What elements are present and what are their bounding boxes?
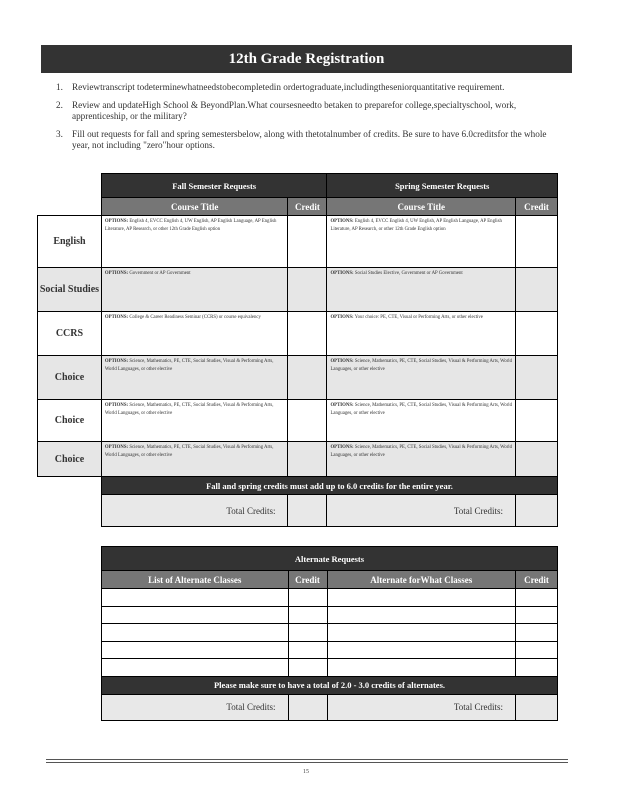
options-prefix: OPTIONS: <box>104 315 129 320</box>
spring-credit-cell[interactable] <box>516 216 558 268</box>
alternate-for-class-cell[interactable] <box>327 641 516 659</box>
fall-course-cell[interactable] <box>101 400 288 442</box>
fall-credit-header: Credit <box>288 198 327 216</box>
spring-options-text: English 4, EVCC English 4, UW English, AP English Language, AP English Literature, AP Research, or other 12th Grade English option <box>330 219 502 232</box>
alternate-class-cell[interactable] <box>102 641 289 659</box>
table-row <box>38 268 558 312</box>
spring-course-cell[interactable] <box>327 216 516 268</box>
spring-credit-cell[interactable] <box>516 442 558 477</box>
alternate-total-credits-label: Total Credits: <box>102 694 289 720</box>
spring-credit-cell[interactable] <box>516 400 558 442</box>
fall-course-cell[interactable] <box>101 216 288 268</box>
table-row <box>102 624 558 642</box>
instruction-text: Reviewtranscript todeterminewhatneedstobecompletedin ordertograduate,includingtheseniorquantitative requirement. <box>72 82 505 92</box>
fall-total-credits-label: Total Credits: <box>101 495 288 527</box>
semester-requests-table <box>37 173 558 527</box>
fall-credit-cell[interactable] <box>288 400 327 442</box>
page-number: 15 <box>303 769 309 775</box>
alternate-for-class-cell[interactable] <box>327 589 516 607</box>
fall-course-cell[interactable] <box>101 268 288 312</box>
alternate-for-credit-cell[interactable] <box>516 624 558 642</box>
subject-label: Choice <box>38 356 102 400</box>
subject-label: Choice <box>38 442 102 477</box>
fall-credit-cell[interactable] <box>288 312 327 356</box>
instruction-number: 1. <box>56 82 63 92</box>
alternate-credit-cell[interactable] <box>288 624 327 642</box>
alternate-for-credit-cell[interactable] <box>516 606 558 624</box>
fall-options-text: Science, Mathematics, PE, CTE, Social Studies, Visual & Performing Arts, World Languages, or other elective <box>104 359 274 372</box>
table-row <box>102 589 558 607</box>
fall-course-title-header: Course Title <box>101 198 288 216</box>
alternate-requests-header: Alternate Requests <box>102 547 558 571</box>
options-prefix: OPTIONS: <box>330 219 354 224</box>
spring-course-cell[interactable] <box>327 400 516 442</box>
options-prefix: OPTIONS: <box>104 271 129 276</box>
spring-options-text: Social Studies Elective, Government or AP Government <box>354 271 463 276</box>
subject-label: English <box>38 216 102 268</box>
options-prefix: OPTIONS: <box>330 403 354 408</box>
fall-options-text: Science, Mathematics, PE, CTE, Social Studies, Visual & Performing Arts, World Languages, or other elective <box>104 445 274 458</box>
instruction-number: 3. <box>56 129 63 139</box>
spring-credit-cell[interactable] <box>516 356 558 400</box>
alternates-note: Please make sure to have a total of 2.0 - 3.0 credits of alternates. <box>102 676 558 694</box>
credits-note: Fall and spring credits must add up to 6.0 credits for the entire year. <box>101 477 557 495</box>
alternate-class-cell[interactable] <box>102 606 289 624</box>
alternate-for-class-cell[interactable] <box>327 659 516 677</box>
spring-course-cell[interactable] <box>327 356 516 400</box>
alternate-for-credit-header: Credit <box>516 571 558 589</box>
table-row <box>38 216 558 268</box>
alternate-credit-cell[interactable] <box>288 659 327 677</box>
alternate-for-class-cell[interactable] <box>327 606 516 624</box>
instruction-item <box>56 100 556 122</box>
spring-course-cell[interactable] <box>327 442 516 477</box>
spring-total-credits-label: Total Credits: <box>327 495 516 527</box>
alternate-class-cell[interactable] <box>102 589 289 607</box>
table-row <box>38 400 558 442</box>
fall-credit-cell[interactable] <box>288 356 327 400</box>
spring-credit-cell[interactable] <box>516 312 558 356</box>
footer-rule-top <box>46 759 568 760</box>
spring-course-cell[interactable] <box>327 312 516 356</box>
spring-credit-cell[interactable] <box>516 268 558 312</box>
table-row <box>38 442 558 477</box>
alternate-class-cell[interactable] <box>102 624 289 642</box>
alternate-for-credit-cell[interactable] <box>516 641 558 659</box>
alternate-class-cell[interactable] <box>102 659 289 677</box>
options-prefix: OPTIONS: <box>330 315 354 320</box>
alternate-credit-cell[interactable] <box>288 606 327 624</box>
spring-credit-header: Credit <box>516 198 558 216</box>
alternate-for-credit-cell[interactable] <box>516 659 558 677</box>
fall-total-credits-field[interactable] <box>288 495 327 527</box>
table-row <box>38 356 558 400</box>
page-title: 12th Grade Registration <box>41 45 572 73</box>
alternate-credit-header: Credit <box>288 571 327 589</box>
fall-course-cell[interactable] <box>101 312 288 356</box>
alternate-for-class-cell[interactable] <box>327 624 516 642</box>
instruction-item <box>56 82 556 93</box>
fall-semester-header: Fall Semester Requests <box>101 174 327 198</box>
fall-options-text: Government or AP Government <box>129 271 191 276</box>
instruction-text: Fill out requests for fall and spring semestersbelow, along with thetotalnumber of credits. Be sure to have 6.0creditsfor the whole year, not including "zero"hour options. <box>72 129 547 150</box>
table-row <box>38 312 558 356</box>
spring-options-text: Science, Mathematics, PE, CTE, Social Studies, Visual & Performing Arts, World Languages, or other elective <box>330 403 513 416</box>
instruction-text: Review and updateHigh School & BeyondPlan.What coursesneedto betaken to preparefor college,specialtyschool, work, apprenticeship, or the military? <box>72 100 517 121</box>
options-prefix: OPTIONS: <box>330 271 354 276</box>
spring-options-text: Science, Mathematics, PE, CTE, Social Studies, Visual & Performing Arts, World Languages, or other elective <box>330 445 513 458</box>
alternate-credit-cell[interactable] <box>288 589 327 607</box>
options-prefix: OPTIONS: <box>104 445 129 450</box>
instructions-list <box>56 82 556 158</box>
options-prefix: OPTIONS: <box>104 359 129 364</box>
options-prefix: OPTIONS: <box>330 445 354 450</box>
options-prefix: OPTIONS: <box>330 359 354 364</box>
alternate-list-header: List of Alternate Classes <box>102 571 289 589</box>
alternate-for-what-header: Alternate forWhat Classes <box>327 571 516 589</box>
fall-options-text: English 4, EVCC English 4, UW English, AP English Language, AP English Literature, AP Research, or other 12th Grade English option <box>104 219 277 232</box>
fall-credit-cell[interactable] <box>288 268 327 312</box>
subject-label: Social Studies <box>38 268 102 312</box>
alternate-total-credits-field[interactable] <box>288 694 327 720</box>
options-prefix: OPTIONS: <box>104 219 129 224</box>
footer-rule-bottom <box>46 762 568 763</box>
fall-credit-cell[interactable] <box>288 442 327 477</box>
table-row <box>102 606 558 624</box>
fall-course-cell[interactable] <box>101 442 288 477</box>
instruction-item <box>56 129 556 151</box>
table-row <box>102 641 558 659</box>
alternate-for-total-credits-field[interactable] <box>516 694 558 720</box>
subject-label: CCRS <box>38 312 102 356</box>
alternate-for-total-credits-label: Total Credits: <box>327 694 516 720</box>
alternate-requests-table <box>101 546 558 721</box>
alternate-credit-cell[interactable] <box>288 641 327 659</box>
fall-credit-cell[interactable] <box>288 216 327 268</box>
spring-total-credits-field[interactable] <box>516 495 558 527</box>
spring-semester-header: Spring Semester Requests <box>327 174 558 198</box>
spring-options-text: Your choice: PE, CTE, Visual or Performing Arts, or other elective <box>354 315 483 320</box>
options-prefix: OPTIONS: <box>104 403 129 408</box>
fall-options-text: College & Career Readiness Seminar (CCRS) or course equivalency <box>129 315 261 320</box>
fall-options-text: Science, Mathematics, PE, CTE, Social Studies, Visual & Performing Arts, World Languages, or other elective <box>104 403 274 416</box>
spring-course-title-header: Course Title <box>327 198 516 216</box>
spring-options-text: Science, Mathematics, PE, CTE, Social Studies, Visual & Performing Arts, World Languages, or other elective <box>330 359 513 372</box>
alternate-for-credit-cell[interactable] <box>516 589 558 607</box>
instruction-number: 2. <box>56 100 63 110</box>
fall-course-cell[interactable] <box>101 356 288 400</box>
spring-course-cell[interactable] <box>327 268 516 312</box>
subject-label: Choice <box>38 400 102 442</box>
table-row <box>102 659 558 677</box>
